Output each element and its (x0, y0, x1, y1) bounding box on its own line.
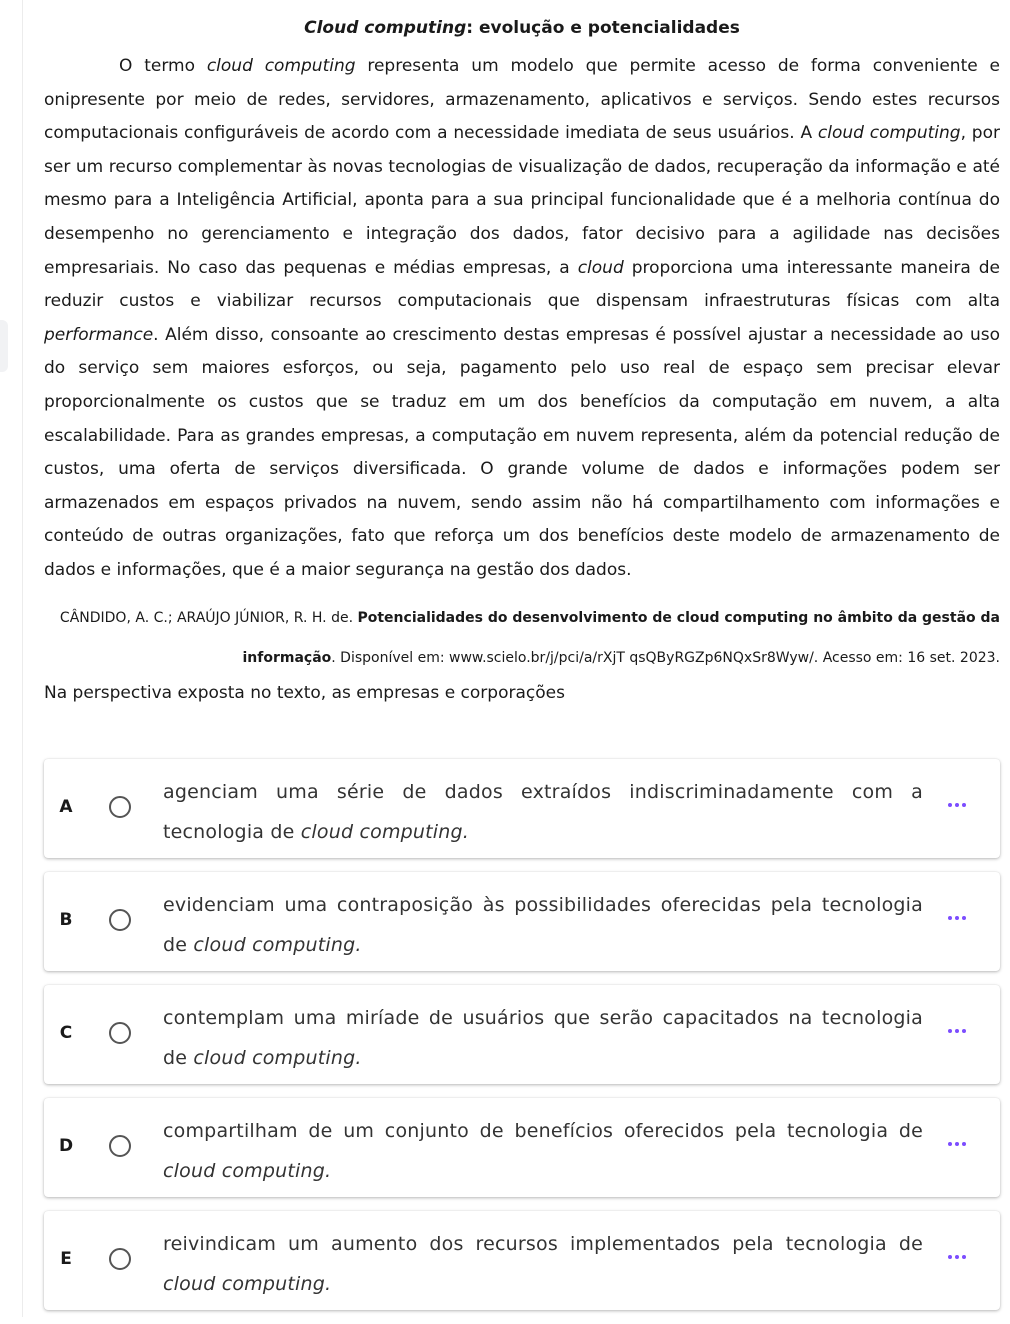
option-letter: E (60, 1249, 72, 1269)
passage-text: O termo (119, 56, 207, 76)
title-italic: Cloud computing (304, 18, 467, 38)
option-text: evidenciam uma contraposição às possibilidades oferecidas pela tecnologia de cloud computing. (163, 894, 923, 956)
more-options-icon[interactable] (944, 1138, 970, 1150)
option-text: agenciam uma série de dados extraídos indiscriminadamente com a tecnologia de cloud computing. (163, 781, 923, 843)
option-text: compartilham de um conjunto de benefícios oferecidos pela tecnologia de cloud computing. (163, 1120, 923, 1182)
article-title (44, 0, 1000, 38)
left-divider (22, 0, 23, 1317)
passage-italic-term: cloud computing (817, 123, 961, 144)
more-options-icon[interactable] (944, 912, 970, 924)
option-a[interactable] (44, 759, 1000, 858)
option-text: contemplam uma miríade de usuários que serão capacitados na tecnologia de cloud computing. (163, 1007, 923, 1069)
option-letter: D (58, 1136, 74, 1156)
citation (44, 598, 1000, 678)
option-letter: B (59, 910, 73, 930)
radio-button[interactable] (109, 1022, 131, 1044)
option-letter: C (59, 1023, 73, 1043)
radio-button[interactable] (109, 909, 131, 931)
article-content (44, 0, 1000, 704)
option-letter: A (59, 797, 73, 817)
more-options-icon[interactable] (944, 1025, 970, 1037)
radio-button[interactable] (109, 1135, 131, 1157)
citation-source: . Disponível em: www.scielo.br/j/pci/a/rXjT qsQByRGZp6NQxSr8Wyw/. Acesso em: 16 set. 2023. (331, 649, 1000, 666)
passage-text: proporciona uma interessante maneira de reduzir custos e viabilizar recursos computacionais que dispensam infraestruturas físicas com alta (44, 257, 1000, 312)
more-options-icon[interactable] (944, 799, 970, 811)
more-options-icon[interactable] (944, 1251, 970, 1263)
citation-authors: CÂNDIDO, A. C.; ARAÚJO JÚNIOR, R. H. de. (59, 609, 358, 626)
option-d[interactable] (44, 1098, 1000, 1197)
passage-text: . Além disso, consoante ao crescimento destas empresas é possível ajustar a necessidade ao uso do serviço sem maiores esforços, ou seja, pagamento pelo uso real de espaço sem precisar elevar proporcionalmente os custos que se traduz em um dos benefícios da computação em nuvem, a alta escalabilidade. Para as grandes empresas, a computação em nuvem representa, além da potencial redução de custos, uma oferta de serviços diversificada. O grande volume de dados e informações podem ser armazenados em espaços privados na nuvem, sendo assim não há compartilhamento com informações e conteúdo de outras organizações, fato que reforça um dos benefícios deste modelo de armazenamento de dados e informações, que é a maior segurança na gestão dos dados. (44, 324, 1000, 580)
option-b[interactable] (44, 872, 1000, 971)
passage-italic-term: cloud computing (206, 56, 356, 76)
option-text: reivindicam um aumento dos recursos implementados pela tecnologia de cloud computing. (163, 1233, 923, 1295)
article-passage (44, 50, 1000, 588)
passage-italic-term: performance (44, 324, 154, 345)
answer-options (44, 759, 1000, 1324)
title-rest: : evolução e potencialidades (466, 18, 740, 38)
passage-italic-term: cloud (577, 257, 624, 278)
radio-button[interactable] (109, 796, 131, 818)
citation-work-title: Potencialidades do desenvolvimento de cloud computing no âmbito da gestão da informação (242, 609, 1000, 666)
passage-text: , por ser um recurso complementar às novas tecnologias de visualização de dados, recuperação da informação e até mesmo para a Inteligência Artificial, aponta para a sua principal funcionalidade que é a melhoria contínua do desempenho no gerenciamento e integração dos dados, fator decisivo para a agilidade nas decisões empresariais. No caso das pequenas e médias empresas, a (44, 123, 1000, 278)
side-tab-handle[interactable] (0, 320, 8, 372)
option-c[interactable] (44, 985, 1000, 1084)
radio-button[interactable] (109, 1248, 131, 1270)
passage-text: representa um modelo que permite acesso de forma conveniente e onipresente por meio de redes, servidores, armazenamento, aplicativos e serviços. Sendo estes recursos computacionais configuráveis de acordo com a necessidade imediata de seus usuários. A (44, 56, 1000, 144)
question-stem: Na perspectiva exposta no texto, as empresas e corporações (44, 682, 565, 703)
option-e[interactable] (44, 1211, 1000, 1310)
